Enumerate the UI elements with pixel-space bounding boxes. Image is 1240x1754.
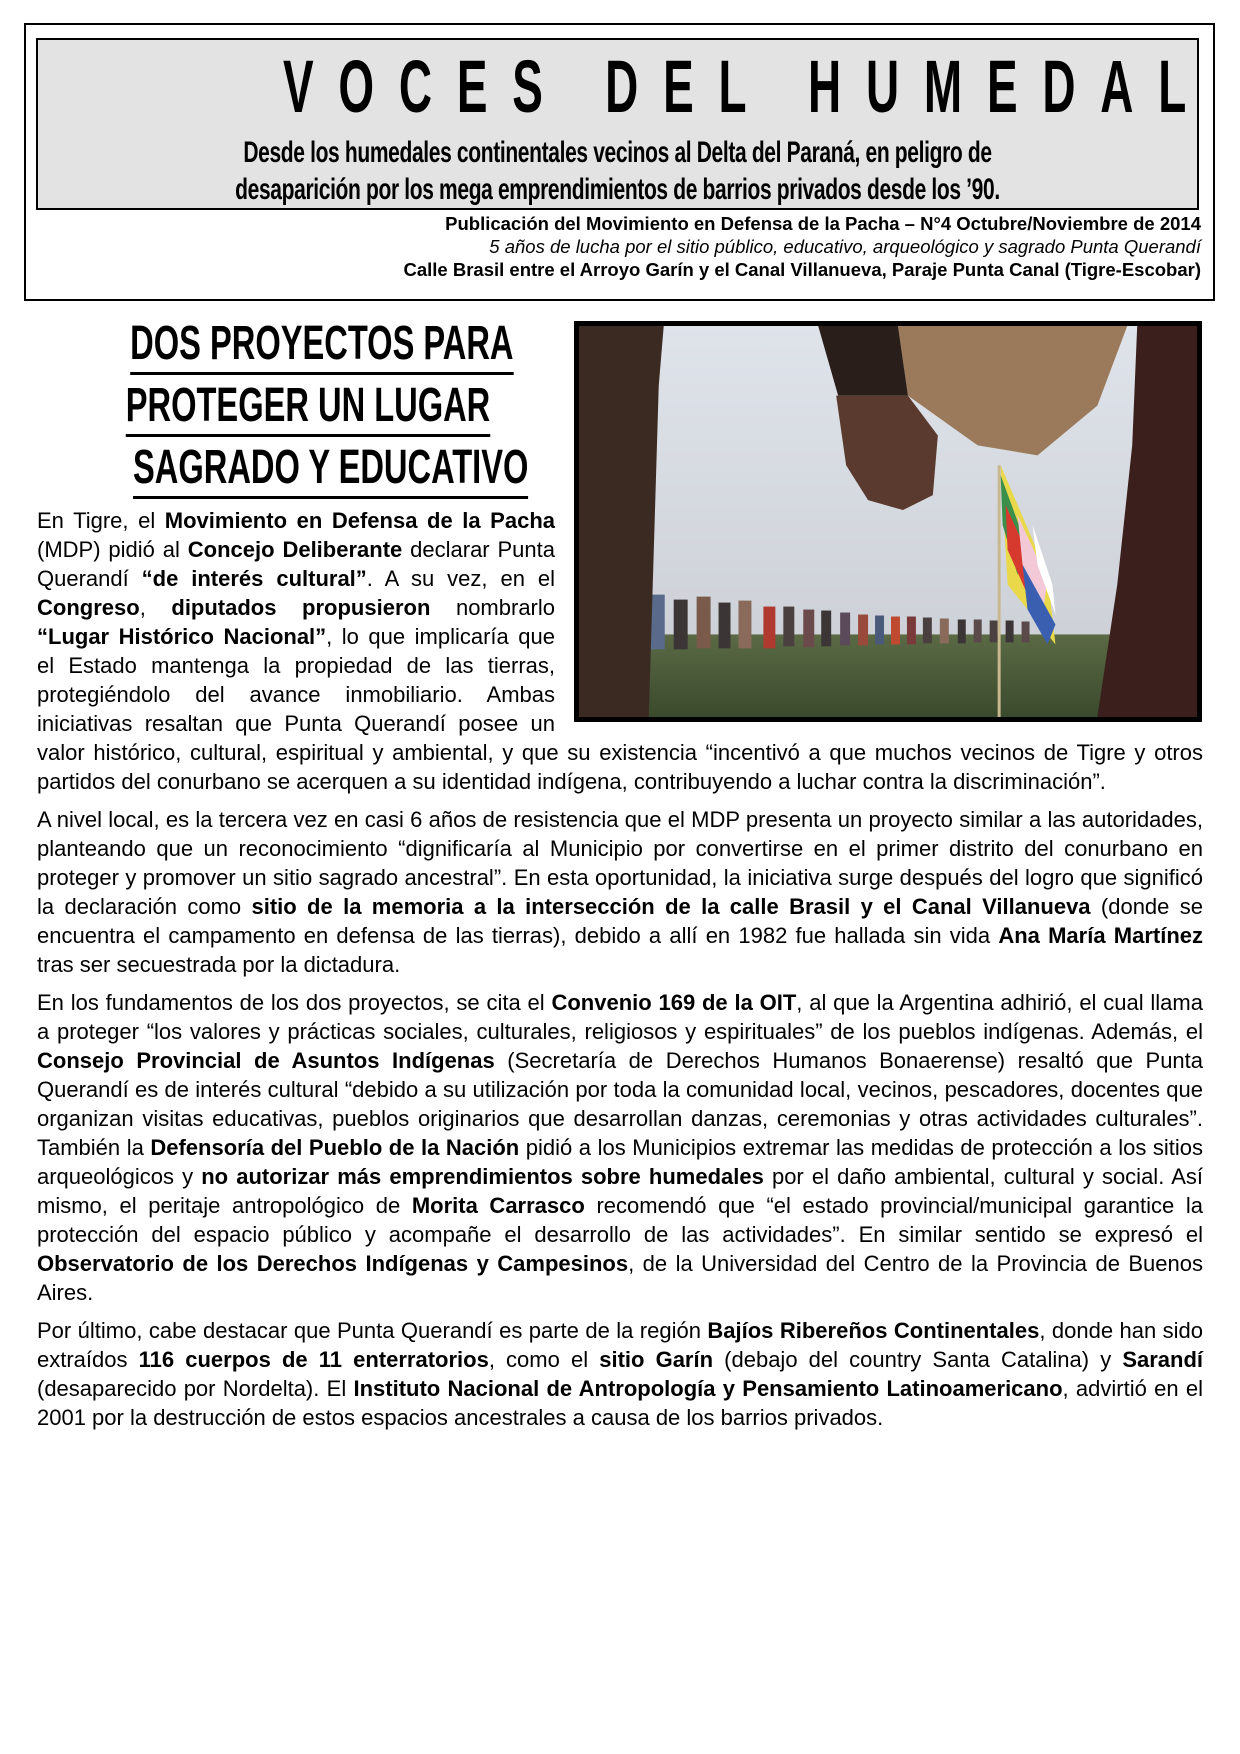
text-run: pidió a los Municipios extremar las medidas de protección a los sitios arqueológicos y bbox=[37, 1135, 1203, 1189]
text-run: nombrarlo bbox=[430, 595, 555, 620]
bold-emphasis: Concejo Deliberante bbox=[187, 537, 403, 562]
text-run: , de la Universidad del Centro de la Provincia de Buenos Aires. bbox=[37, 1251, 1203, 1305]
bold-emphasis: diputados propusieron bbox=[171, 595, 431, 620]
bold-emphasis: Instituto Nacional de Antropología y Pensamiento Latinoamericano bbox=[353, 1376, 1063, 1401]
text-run: por el daño ambiental, cultural y social. Así mismo, el peritaje antropológico de bbox=[37, 1164, 1203, 1218]
text-run: , bbox=[139, 595, 172, 620]
text-run: (MDP) pidió al bbox=[37, 537, 188, 562]
bold-emphasis: Ana María Martínez bbox=[998, 923, 1203, 948]
text-run: declarar Punta Querandí bbox=[37, 537, 555, 591]
bold-emphasis: Consejo Provincial de Asuntos Indígenas bbox=[37, 1048, 495, 1073]
bold-emphasis: Congreso bbox=[37, 595, 140, 620]
motto-line: 5 años de lucha por el sitio público, educativo, arqueológico y sagrado Punta Querandí bbox=[489, 236, 1201, 257]
address-line: Calle Brasil entre el Arroyo Garín y el Canal Villanueva, Paraje Punta Canal (Tigre-Escobar) bbox=[403, 259, 1201, 280]
bold-emphasis: no autorizar más emprendimientos sobre humedales bbox=[201, 1164, 764, 1189]
bold-emphasis: Sarandí bbox=[1122, 1347, 1204, 1372]
paragraph-4 bbox=[37, 1316, 1203, 1432]
article-headline bbox=[40, 318, 555, 504]
bold-emphasis: Morita Carrasco bbox=[411, 1193, 585, 1218]
text-run: , al que la Argentina adhirió, el cual llama a proteger “los valores y prácticas sociales, culturales, religiosos y espirituales” de los pueblos indígenas. Además, el bbox=[37, 990, 1203, 1044]
bold-emphasis: sitio Garín bbox=[599, 1347, 714, 1372]
text-run: (Secretaría de Derechos Humanos Bonaerense) resaltó que Punta Querandí es de interés cultural “debido a su utilización por toda la comunidad local, vecinos, pescadores, docentes que organizan visitas educativas, pueblos originarios que desarrollan danzas, ceremonias y otras actividades culturales”. También la bbox=[37, 1048, 1204, 1160]
paragraph-3 bbox=[37, 988, 1203, 1307]
text-run: recomendó que “el estado provincial/municipal garantice la protección del espacio público y acompañe el desarrollo de las actividades”. En similar sentido se expresó el bbox=[37, 1193, 1203, 1247]
bold-emphasis: Observatorio de los Derechos Indígenas y Campesinos bbox=[37, 1251, 629, 1276]
bold-emphasis: sitio de la memoria a la intersección de la calle Brasil y el Canal Villanueva bbox=[251, 894, 1091, 919]
headline-line-1: DOS PROYECTOS PARA bbox=[130, 318, 513, 375]
photo-wrap-spacer bbox=[555, 506, 1203, 722]
headline-line-3: SAGRADO Y EDUCATIVO bbox=[133, 442, 528, 499]
masthead bbox=[24, 23, 1215, 301]
text-run: , como el bbox=[488, 1347, 600, 1372]
bold-emphasis: “de interés cultural” bbox=[141, 566, 367, 591]
text-run: (debajo del country Santa Catalina) y bbox=[713, 1347, 1123, 1372]
text-run: , donde han sido extraídos bbox=[37, 1318, 1203, 1372]
text-run: En los fundamentos de los dos proyectos, se cita el bbox=[37, 990, 552, 1015]
text-run: (desaparecido por Nordelta). El bbox=[37, 1376, 354, 1401]
text-run: tras ser secuestrada por la dictadura. bbox=[37, 952, 401, 977]
tagline-line-2: desaparición por los mega emprendimientos de barrios privados desde los ’90. bbox=[235, 173, 1000, 206]
text-run: , lo que implicaría que el Estado mantenga la propiedad de las tierras, protegiéndolo del avance inmobiliario. Ambas iniciativas resaltan que Punta Querandí posee un valor histórico, cultural, espiritual y ambiental, y que su existencia “incentivó a que muchos vecinos de Tigre y otros partidos del conurbano se acerquen a su identidad indígena, contribuyendo a luchar contra la discriminación”. bbox=[37, 624, 1203, 794]
text-run: (donde se encuentra el campamento en defensa de las tierras), debido a allí en 1982 fue hallada sin vida bbox=[37, 894, 1203, 948]
bold-emphasis: Defensoría del Pueblo de la Nación bbox=[150, 1135, 520, 1160]
tagline-line-1: Desde los humedales continentales vecinos al Delta del Paraná, en peligro de bbox=[243, 136, 992, 169]
publication-line: Publicación del Movimiento en Defensa de la Pacha – N°4 Octubre/Noviembre de 2014 bbox=[445, 213, 1201, 234]
bold-emphasis: Movimiento en Defensa de la Pacha bbox=[164, 508, 555, 533]
text-run: A nivel local, es la tercera vez en casi 6 años de resistencia que el MDP presenta un proyecto similar a las autoridades, planteando que un reconocimiento “dignificaría al Municipio por convertirse en el primer distrito del conurbano en proteger y promover un sitio sagrado ancestral”. En esta oportunidad, la iniciativa surge después del logro que significó la declaración como bbox=[37, 807, 1203, 919]
text-run: En Tigre, el bbox=[37, 508, 165, 533]
text-run: Por último, cabe destacar que Punta Querandí es parte de la región bbox=[37, 1318, 708, 1343]
bold-emphasis: Convenio 169 de la OIT bbox=[551, 990, 797, 1015]
title-box bbox=[36, 38, 1212, 210]
bold-emphasis: Bajíos Ribereños Continentales bbox=[707, 1318, 1040, 1343]
newspaper-title: VOCES DEL HUMEDAL bbox=[283, 45, 1212, 128]
text-run: , advirtió en el 2001 por la destrucción de estos espacios ancestrales a causa de los barrios privados. bbox=[37, 1376, 1203, 1430]
bold-emphasis: “Lugar Histórico Nacional” bbox=[37, 624, 327, 649]
article-body bbox=[37, 506, 1203, 1441]
bold-emphasis: 116 cuerpos de 11 enterratorios bbox=[138, 1347, 489, 1372]
headline-line-2: PROTEGER UN LUGAR bbox=[126, 380, 490, 437]
text-run: . A su vez, en el bbox=[366, 566, 555, 591]
paragraph-2 bbox=[37, 805, 1203, 979]
